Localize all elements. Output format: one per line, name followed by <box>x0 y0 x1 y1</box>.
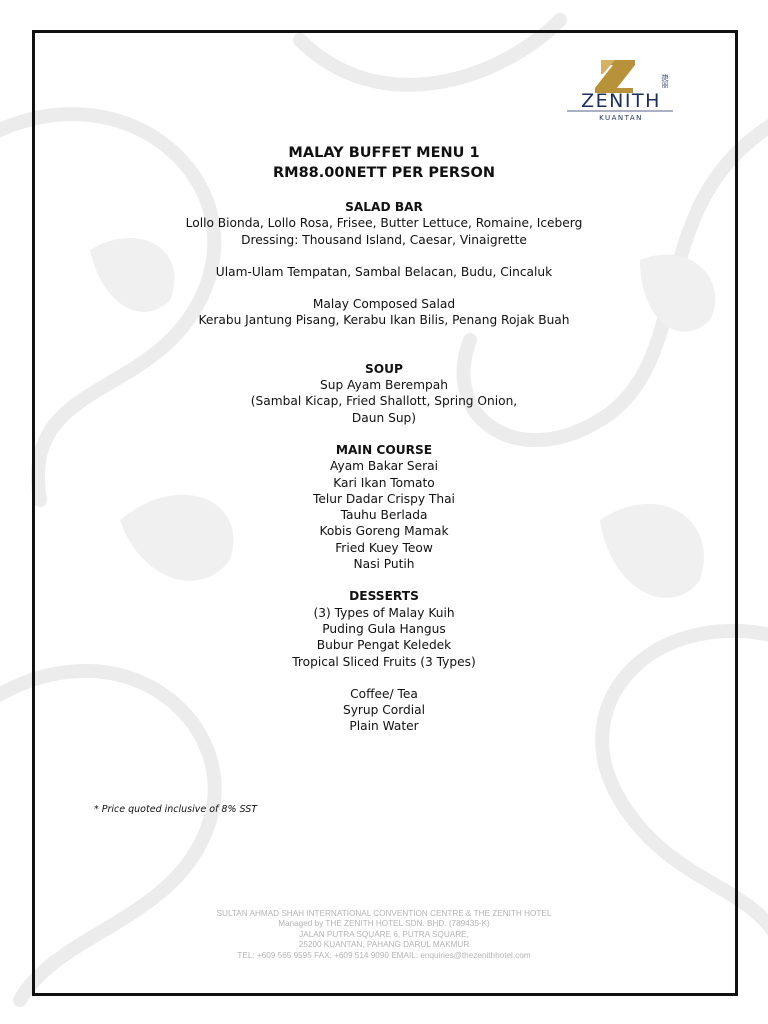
desserts-heading: DESSERTS <box>349 589 419 604</box>
zenith-z-icon <box>595 60 635 93</box>
beverage-item: Plain Water <box>349 719 419 734</box>
dessert-item: Tropical Sliced Fruits (3 Types) <box>292 654 476 669</box>
main-course-item: Fried Kuey Teow <box>335 540 433 555</box>
menu-title: MALAY BUFFET MENU 1 <box>288 145 480 161</box>
main-course-item: Tauhu Berlada <box>340 508 428 523</box>
footer-line: SULTAN AHMAD SHAH INTERNATIONAL CONVENTION CENTRE & THE ZENITH HOTEL <box>216 909 552 918</box>
salad-bar-heading: SALAD BAR <box>345 200 423 214</box>
main-course-heading: MAIN COURSE <box>335 442 433 457</box>
footer-line: Managed by THE ZENITH HOTEL SDN. BHD. (789435-K) <box>278 919 490 929</box>
soup-line: Sup Ayam Berempah <box>320 378 448 393</box>
main-course-item: Kari Ikan Tomato <box>333 475 435 490</box>
soup-line: (Sambal Kicap, Fried Shallott, Spring Onion, <box>250 394 518 409</box>
soup-heading: SOUP <box>365 361 403 376</box>
main-course-item: Nasi Putih <box>353 557 415 572</box>
zenith-logo <box>565 60 677 124</box>
main-course-item: Ayam Bakar Serai <box>329 459 439 474</box>
composed-salad-title: Malay Composed Salad <box>312 297 456 312</box>
dessert-item: (3) Types of Malay Kuih <box>313 605 455 620</box>
salad-bar-line: Dressing: Thousand Island, Caesar, Vinaigrette <box>241 232 527 247</box>
salad-bar-ulam: Ulam-Ulam Tempatan, Sambal Belacan, Budu, Cincaluk <box>215 264 553 279</box>
main-course-item: Kobis Goreng Mamak <box>319 524 449 539</box>
beverage-item: Syrup Cordial <box>342 703 426 718</box>
composed-salad-items: Kerabu Jantung Pisang, Kerabu Ikan Bilis, Penang Rojak Buah <box>198 313 570 328</box>
hotel-footer <box>34 909 734 961</box>
salad-bar-line: Lollo Bionda, Lollo Rosa, Frisee, Butter Lettuce, Romaine, Iceberg <box>185 216 583 231</box>
footer-line: TEL: +609 565 9595 FAX: +609 514 9090 EMAIL: enquiries@thezenithhotel.com <box>237 950 531 960</box>
dessert-item: Puding Gula Hangus <box>322 621 446 636</box>
menu-price: RM88.00NETT PER PERSON <box>272 165 495 181</box>
soup-line: Daun Sup) <box>351 410 417 425</box>
footer-line: 25200 KUANTAN, PAHANG DARUL MAKMUR <box>298 940 470 950</box>
dessert-item: Bubur Pengat Keledek <box>316 638 452 653</box>
main-course-item: Telur Dadar Crispy Thai <box>313 491 455 506</box>
menu-content <box>34 143 734 735</box>
logo-brand-text: ZENITH <box>581 90 661 112</box>
footer-line: JALAN PUTRA SQUARE 6, PUTRA SQUARE, <box>299 929 469 939</box>
logo-location-text: KUANTAN <box>599 114 643 122</box>
beverage-item: Coffee/ Tea <box>350 686 418 701</box>
logo-chinese-text: 捷丽 <box>661 74 669 88</box>
price-note: * Price quoted inclusive of 8% SST <box>94 804 258 815</box>
